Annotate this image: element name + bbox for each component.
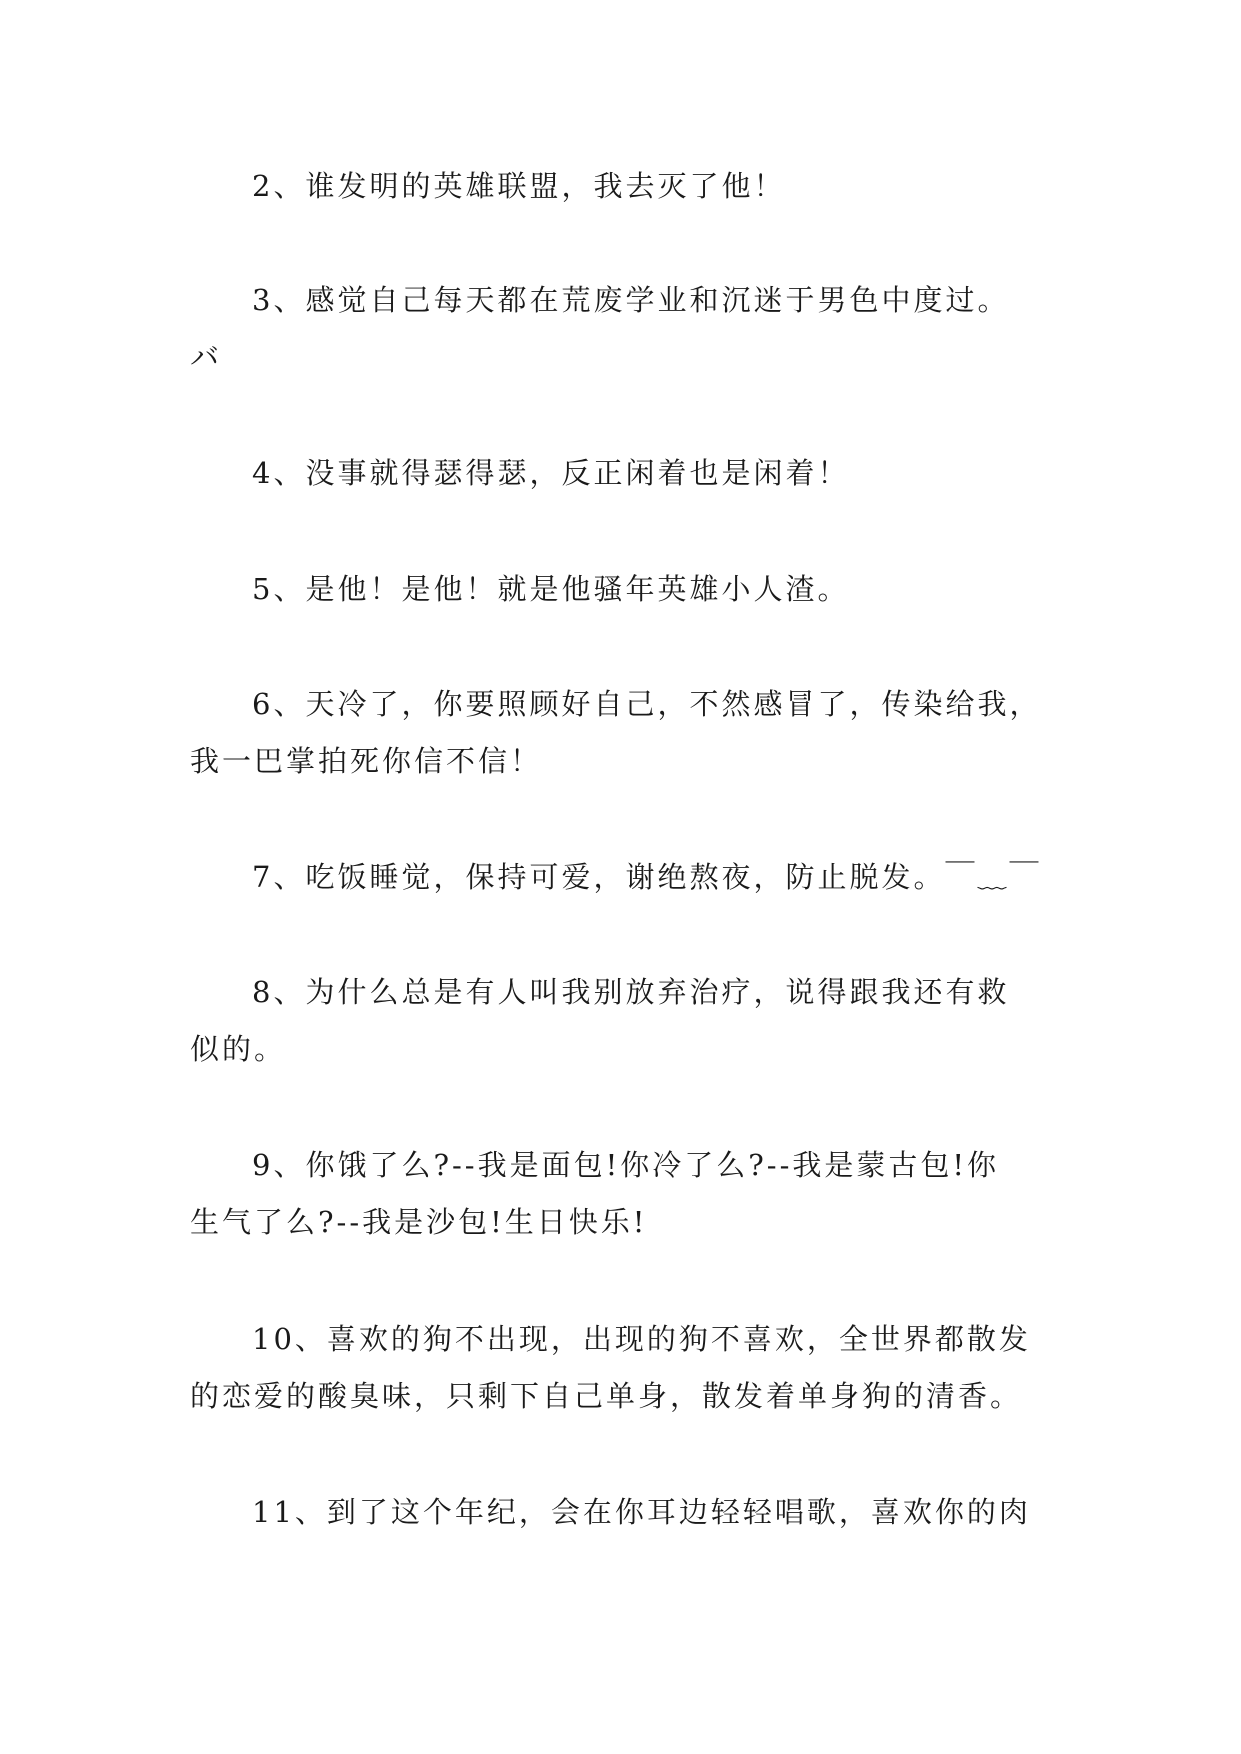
paragraph-5 xyxy=(190,561,1060,618)
paragraph-line: バ xyxy=(190,340,223,374)
paragraph-9 xyxy=(190,1137,1060,1251)
paragraph-line: 3、感觉自己每天都在荒废学业和沉迷于男色中度过。 xyxy=(252,283,1010,317)
paragraph-line: 5、是他！是他！就是他骚年英雄小人渣。 xyxy=(252,572,850,606)
paragraph-line: 生气了么?--我是沙包!生日快乐! xyxy=(190,1205,648,1239)
paragraph-11 xyxy=(190,1484,1060,1541)
paragraph-3 xyxy=(190,272,1060,386)
paragraph-6 xyxy=(190,676,1060,790)
paragraph-10 xyxy=(190,1311,1060,1425)
paragraph-line: 2、谁发明的英雄联盟，我去灭了他！ xyxy=(252,169,786,203)
paragraph-line: 似的。 xyxy=(190,1032,287,1066)
paragraph-line: 4、没事就得瑟得瑟，反正闲着也是闲着！ xyxy=(252,456,850,490)
paragraph-line: 的恋爱的酸臭味，只剩下自己单身，散发着单身狗的清香。 xyxy=(190,1379,1023,1413)
paragraph-line: 8、为什么总是有人叫我别放弃治疗，说得跟我还有救 xyxy=(252,975,1010,1009)
paragraph-line: 6、天冷了，你要照顾好自己，不然感冒了，传染给我， xyxy=(252,687,1042,721)
paragraph-7 xyxy=(190,849,1060,906)
paragraph-8 xyxy=(190,964,1060,1078)
paragraph-line: 7、吃饭睡觉，保持可爱，谢绝熬夜，防止脱发。￣﹏￣ xyxy=(252,860,1042,894)
paragraph-line: 11、到了这个年纪，会在你耳边轻轻唱歌，喜欢你的肉 xyxy=(252,1495,1031,1529)
paragraph-line: 我一巴掌拍死你信不信！ xyxy=(190,744,543,778)
paragraph-line: 10、喜欢的狗不出现，出现的狗不喜欢，全世界都散发 xyxy=(252,1322,1031,1356)
paragraph-2 xyxy=(190,158,1060,215)
paragraph-line: 9、你饿了么?--我是面包!你冷了么?--我是蒙古包!你 xyxy=(252,1148,1000,1182)
paragraph-4 xyxy=(190,445,1060,502)
